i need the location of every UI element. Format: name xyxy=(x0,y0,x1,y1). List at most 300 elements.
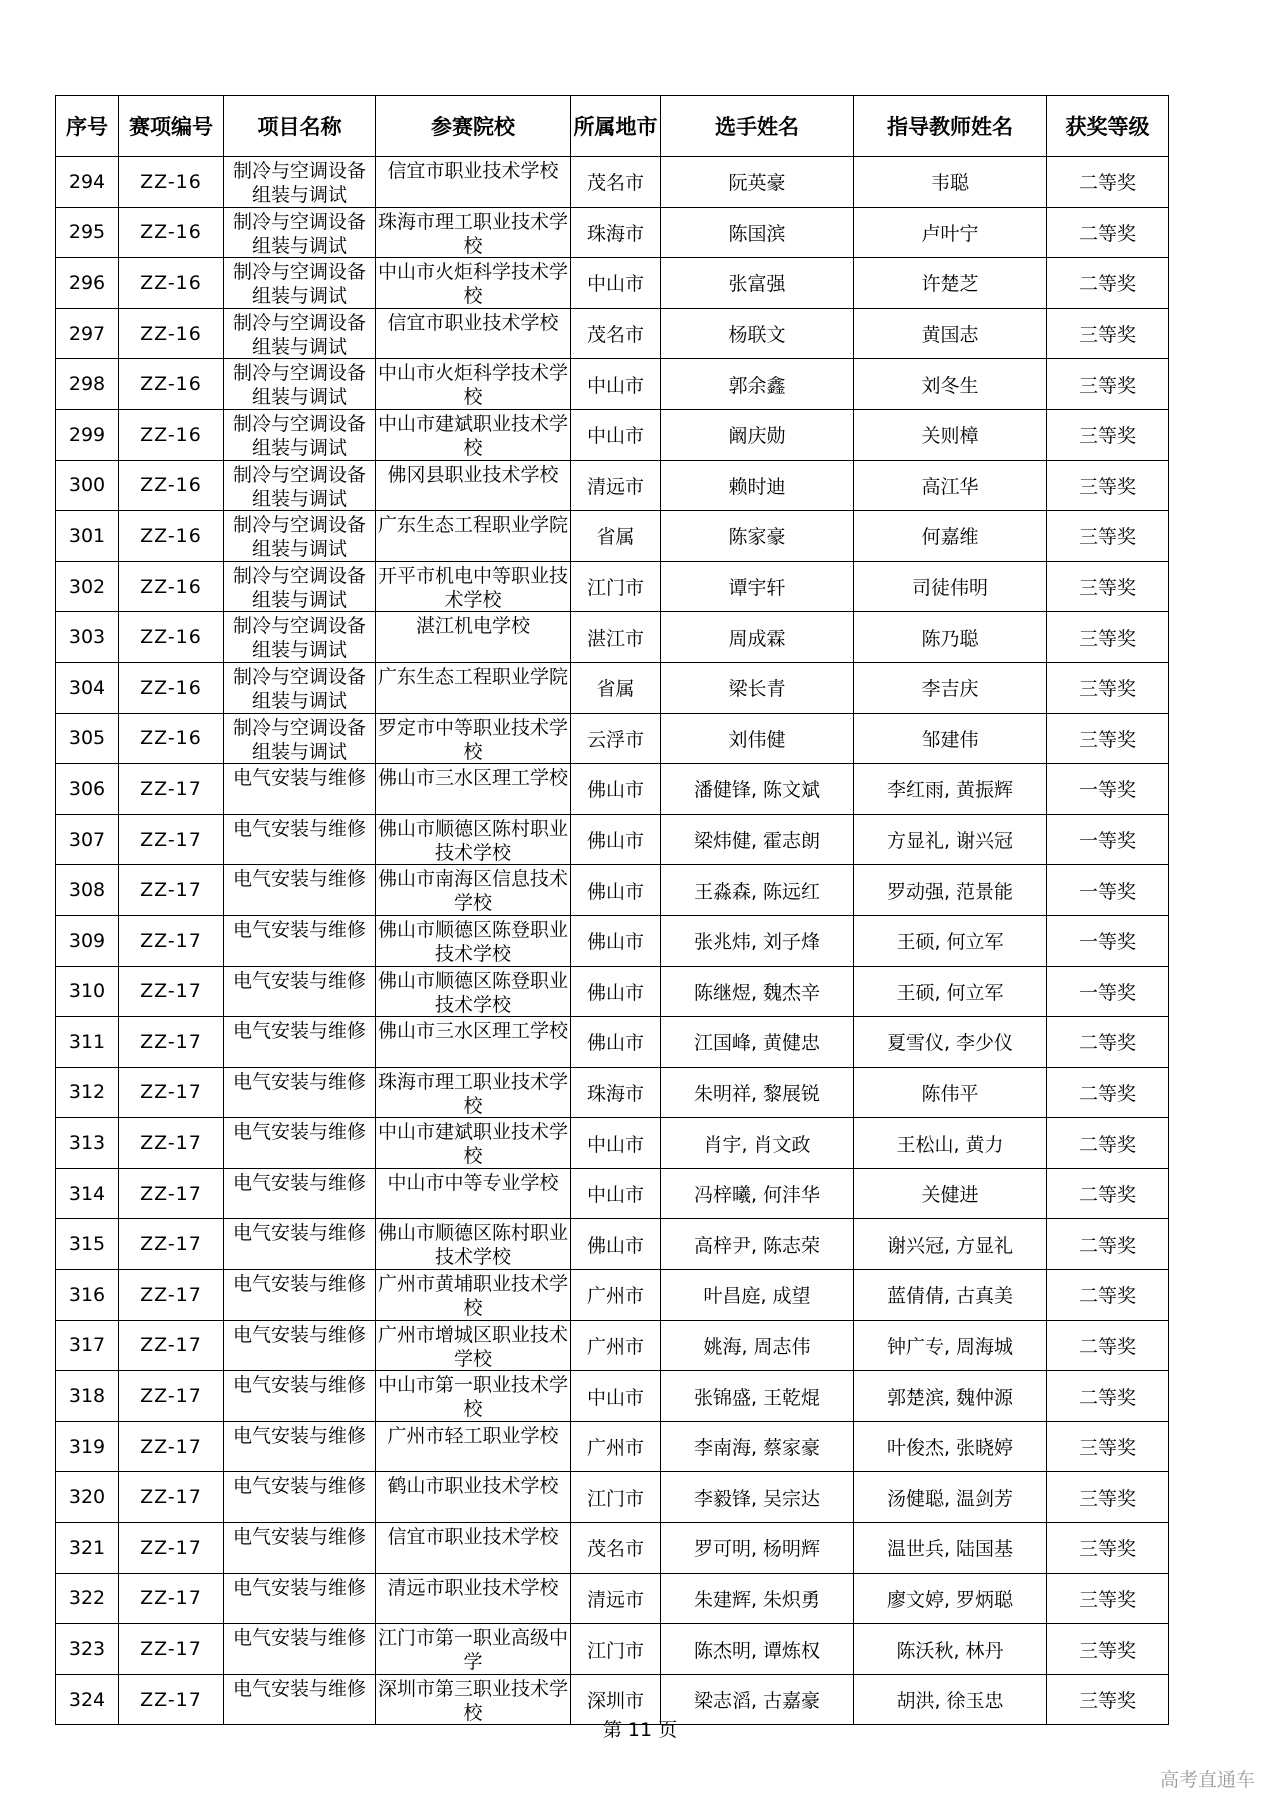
project-name-cell-text: 制冷与空调设备组装与调试 xyxy=(232,665,366,710)
event-code-cell: ZZ-17 xyxy=(119,764,224,815)
header-cell: 赛项编号 xyxy=(119,96,224,157)
serial-cell: 320 xyxy=(56,1472,119,1523)
table-row xyxy=(56,764,1169,815)
teacher-cell: 夏雪仪, 李少仪 xyxy=(854,1017,1047,1068)
serial-cell: 303 xyxy=(56,612,119,663)
teacher-cell: 蓝倩倩, 古真美 xyxy=(854,1270,1047,1321)
project-name-cell xyxy=(224,764,376,815)
award-cell: 一等奖 xyxy=(1047,966,1169,1017)
table-row xyxy=(56,713,1169,764)
event-code-cell: ZZ-16 xyxy=(119,258,224,309)
school-cell xyxy=(376,1573,571,1624)
city-cell: 江门市 xyxy=(571,561,661,612)
school-cell xyxy=(376,1067,571,1118)
project-name-cell-text: 电气安装与维修 xyxy=(232,1020,366,1043)
project-name-cell xyxy=(224,1118,376,1169)
school-cell-text: 深圳市第三职业技术学校 xyxy=(377,1677,568,1722)
event-code-cell: ZZ-17 xyxy=(119,1118,224,1169)
table-row xyxy=(56,1067,1169,1118)
contestant-cell: 冯梓曦, 何沣华 xyxy=(661,1168,854,1219)
contestant-cell: 张富强 xyxy=(661,258,854,309)
contestant-cell: 王淼森, 陈远红 xyxy=(661,865,854,916)
award-cell: 三等奖 xyxy=(1047,713,1169,764)
teacher-cell: 王硕, 何立军 xyxy=(854,915,1047,966)
project-name-cell-text: 制冷与空调设备组装与调试 xyxy=(232,210,366,255)
teacher-cell: 方显礼, 谢兴冠 xyxy=(854,814,1047,865)
teacher-cell: 罗动强, 范景能 xyxy=(854,865,1047,916)
serial-cell: 313 xyxy=(56,1118,119,1169)
school-cell-text: 佛山市顺德区陈村职业技术学校 xyxy=(377,1222,568,1267)
award-cell: 二等奖 xyxy=(1047,207,1169,258)
award-cell: 一等奖 xyxy=(1047,814,1169,865)
project-name-cell xyxy=(224,1573,376,1624)
event-code-cell: ZZ-16 xyxy=(119,308,224,359)
project-name-cell xyxy=(224,207,376,258)
header-cell: 获奖等级 xyxy=(1047,96,1169,157)
project-name-cell xyxy=(224,511,376,562)
header-cell: 指导教师姓名 xyxy=(854,96,1047,157)
school-cell-text: 珠海市理工职业技术学校 xyxy=(377,1070,568,1115)
project-name-cell xyxy=(224,258,376,309)
event-code-cell: ZZ-16 xyxy=(119,409,224,460)
table-row xyxy=(56,1219,1169,1270)
event-code-cell: ZZ-17 xyxy=(119,1017,224,1068)
school-cell-text: 佛冈县职业技术学校 xyxy=(387,463,559,486)
contestant-cell: 陈杰明, 谭炼权 xyxy=(661,1624,854,1675)
project-name-cell xyxy=(224,1320,376,1371)
contestant-cell: 朱建辉, 朱炽勇 xyxy=(661,1573,854,1624)
school-cell-text: 开平市机电中等职业技术学校 xyxy=(377,564,568,609)
award-cell: 三等奖 xyxy=(1047,1674,1169,1725)
city-cell: 云浮市 xyxy=(571,713,661,764)
table-row xyxy=(56,1270,1169,1321)
project-name-cell-text: 电气安装与维修 xyxy=(232,1121,366,1144)
school-cell xyxy=(376,1017,571,1068)
serial-cell: 310 xyxy=(56,966,119,1017)
contestant-cell: 张锦盛, 王乾焜 xyxy=(661,1371,854,1422)
serial-cell: 304 xyxy=(56,662,119,713)
city-cell: 清远市 xyxy=(571,1573,661,1624)
award-cell: 三等奖 xyxy=(1047,1573,1169,1624)
award-cell: 一等奖 xyxy=(1047,764,1169,815)
event-code-cell: ZZ-17 xyxy=(119,1270,224,1321)
serial-cell: 298 xyxy=(56,359,119,410)
school-cell xyxy=(376,1421,571,1472)
teacher-cell: 郭楚滨, 魏仲源 xyxy=(854,1371,1047,1422)
city-cell: 茂名市 xyxy=(571,157,661,208)
header-row xyxy=(56,96,1169,157)
serial-cell: 308 xyxy=(56,865,119,916)
teacher-cell: 关则樟 xyxy=(854,409,1047,460)
project-name-cell-text: 电气安装与维修 xyxy=(232,1475,366,1498)
school-cell-text: 广东生态工程职业学院 xyxy=(377,665,568,688)
teacher-cell: 关健进 xyxy=(854,1168,1047,1219)
project-name-cell xyxy=(224,157,376,208)
school-cell xyxy=(376,561,571,612)
serial-cell: 309 xyxy=(56,915,119,966)
contestant-cell: 杨联文 xyxy=(661,308,854,359)
event-code-cell: ZZ-17 xyxy=(119,1320,224,1371)
teacher-cell: 廖文婷, 罗炳聪 xyxy=(854,1573,1047,1624)
project-name-cell-text: 电气安装与维修 xyxy=(232,1677,366,1700)
event-code-cell: ZZ-16 xyxy=(119,157,224,208)
event-code-cell: ZZ-16 xyxy=(119,612,224,663)
contestant-cell: 姚海, 周志伟 xyxy=(661,1320,854,1371)
event-code-cell: ZZ-17 xyxy=(119,1674,224,1725)
contestant-cell: 周成霖 xyxy=(661,612,854,663)
award-cell: 二等奖 xyxy=(1047,1168,1169,1219)
school-cell xyxy=(376,713,571,764)
table-row xyxy=(56,207,1169,258)
school-cell xyxy=(376,460,571,511)
city-cell: 省属 xyxy=(571,662,661,713)
award-cell: 一等奖 xyxy=(1047,915,1169,966)
project-name-cell xyxy=(224,1523,376,1574)
school-cell-text: 江门市第一职业高级中学 xyxy=(377,1627,568,1672)
award-cell: 二等奖 xyxy=(1047,1067,1169,1118)
table-row xyxy=(56,460,1169,511)
project-name-cell xyxy=(224,308,376,359)
project-name-cell-text: 电气安装与维修 xyxy=(232,817,366,840)
teacher-cell: 谢兴冠, 方显礼 xyxy=(854,1219,1047,1270)
school-cell-text: 信宜市职业技术学校 xyxy=(387,160,559,182)
school-cell-text: 佛山市顺德区陈登职业技术学校 xyxy=(377,969,568,1014)
school-cell-text: 中山市中等专业学校 xyxy=(387,1171,559,1194)
contestant-cell: 刘伟健 xyxy=(661,713,854,764)
award-cell: 二等奖 xyxy=(1047,1371,1169,1422)
event-code-cell: ZZ-16 xyxy=(119,460,224,511)
serial-cell: 299 xyxy=(56,409,119,460)
school-cell xyxy=(376,764,571,815)
contestant-cell: 朱明祥, 黎展锐 xyxy=(661,1067,854,1118)
table-row xyxy=(56,1573,1169,1624)
school-cell-text: 中山市火炬科学技术学校 xyxy=(377,261,568,306)
serial-cell: 321 xyxy=(56,1523,119,1574)
teacher-cell: 卢叶宁 xyxy=(854,207,1047,258)
school-cell xyxy=(376,1371,571,1422)
serial-cell: 324 xyxy=(56,1674,119,1725)
project-name-cell-text: 制冷与空调设备组装与调试 xyxy=(232,514,366,559)
serial-cell: 302 xyxy=(56,561,119,612)
teacher-cell: 高江华 xyxy=(854,460,1047,511)
city-cell: 广州市 xyxy=(571,1421,661,1472)
school-cell xyxy=(376,359,571,410)
table-row xyxy=(56,409,1169,460)
contestant-cell: 罗可明, 杨明辉 xyxy=(661,1523,854,1574)
table-row xyxy=(56,814,1169,865)
city-cell: 湛江市 xyxy=(571,612,661,663)
project-name-cell xyxy=(224,1219,376,1270)
city-cell: 中山市 xyxy=(571,1168,661,1219)
contestant-cell: 陈家豪 xyxy=(661,511,854,562)
project-name-cell xyxy=(224,814,376,865)
city-cell: 中山市 xyxy=(571,409,661,460)
school-cell xyxy=(376,1472,571,1523)
school-cell-text: 中山市第一职业技术学校 xyxy=(377,1374,568,1419)
event-code-cell: ZZ-17 xyxy=(119,1573,224,1624)
serial-cell: 296 xyxy=(56,258,119,309)
project-name-cell-text: 电气安装与维修 xyxy=(232,1222,366,1245)
event-code-cell: ZZ-17 xyxy=(119,1168,224,1219)
school-cell-text: 广东生态工程职业学院 xyxy=(377,514,568,537)
city-cell: 佛山市 xyxy=(571,1017,661,1068)
header-cell: 选手姓名 xyxy=(661,96,854,157)
award-cell: 三等奖 xyxy=(1047,1472,1169,1523)
school-cell xyxy=(376,157,571,208)
award-cell: 三等奖 xyxy=(1047,1523,1169,1574)
city-cell: 广州市 xyxy=(571,1320,661,1371)
table-row xyxy=(56,865,1169,916)
teacher-cell: 邹建伟 xyxy=(854,713,1047,764)
project-name-cell-text: 电气安装与维修 xyxy=(232,1374,366,1397)
project-name-cell-text: 制冷与空调设备组装与调试 xyxy=(232,362,366,407)
school-cell xyxy=(376,865,571,916)
project-name-cell-text: 制冷与空调设备组装与调试 xyxy=(232,412,366,457)
project-name-cell xyxy=(224,1067,376,1118)
teacher-cell: 陈伟平 xyxy=(854,1067,1047,1118)
school-cell-text: 广州市轻工职业学校 xyxy=(387,1424,559,1447)
school-cell xyxy=(376,1168,571,1219)
award-cell: 三等奖 xyxy=(1047,359,1169,410)
serial-cell: 301 xyxy=(56,511,119,562)
city-cell: 佛山市 xyxy=(571,966,661,1017)
serial-cell: 294 xyxy=(56,157,119,208)
project-name-cell-text: 电气安装与维修 xyxy=(232,1323,366,1346)
school-cell-text: 佛山市顺德区陈登职业技术学校 xyxy=(377,918,568,963)
award-cell: 二等奖 xyxy=(1047,1219,1169,1270)
table-row xyxy=(56,1624,1169,1675)
award-cell: 二等奖 xyxy=(1047,1017,1169,1068)
school-cell-text: 清远市职业技术学校 xyxy=(387,1576,559,1599)
contestant-cell: 赖时迪 xyxy=(661,460,854,511)
school-cell-text: 信宜市职业技术学校 xyxy=(387,1526,559,1549)
project-name-cell xyxy=(224,359,376,410)
serial-cell: 319 xyxy=(56,1421,119,1472)
serial-cell: 318 xyxy=(56,1371,119,1422)
table-row xyxy=(56,1523,1169,1574)
award-cell: 三等奖 xyxy=(1047,460,1169,511)
table-row xyxy=(56,1472,1169,1523)
project-name-cell-text: 制冷与空调设备组装与调试 xyxy=(232,716,366,761)
school-cell-text: 珠海市理工职业技术学校 xyxy=(377,210,568,255)
table-row xyxy=(56,966,1169,1017)
school-cell xyxy=(376,1523,571,1574)
city-cell: 茂名市 xyxy=(571,308,661,359)
city-cell: 佛山市 xyxy=(571,865,661,916)
city-cell: 佛山市 xyxy=(571,915,661,966)
teacher-cell: 李吉庆 xyxy=(854,662,1047,713)
city-cell: 清远市 xyxy=(571,460,661,511)
teacher-cell: 何嘉维 xyxy=(854,511,1047,562)
teacher-cell: 陈乃聪 xyxy=(854,612,1047,663)
project-name-cell xyxy=(224,1017,376,1068)
table-row xyxy=(56,1421,1169,1472)
city-cell: 茂名市 xyxy=(571,1523,661,1574)
event-code-cell: ZZ-17 xyxy=(119,1371,224,1422)
school-cell xyxy=(376,207,571,258)
school-cell xyxy=(376,1219,571,1270)
school-cell-text: 佛山市三水区理工学校 xyxy=(377,1020,568,1043)
contestant-cell: 肖宇, 肖文政 xyxy=(661,1118,854,1169)
school-cell xyxy=(376,662,571,713)
table-row xyxy=(56,1168,1169,1219)
award-cell: 一等奖 xyxy=(1047,865,1169,916)
serial-cell: 295 xyxy=(56,207,119,258)
city-cell: 江门市 xyxy=(571,1472,661,1523)
award-cell: 二等奖 xyxy=(1047,1118,1169,1169)
school-cell xyxy=(376,258,571,309)
award-cell: 二等奖 xyxy=(1047,1320,1169,1371)
serial-cell: 300 xyxy=(56,460,119,511)
contestant-cell: 梁长青 xyxy=(661,662,854,713)
contestant-cell: 陈继煜, 魏杰辛 xyxy=(661,966,854,1017)
page-number: 第 11 页 xyxy=(602,1719,678,1741)
school-cell xyxy=(376,308,571,359)
header-cell: 所属地市 xyxy=(571,96,661,157)
city-cell: 中山市 xyxy=(571,1118,661,1169)
table-row xyxy=(56,1017,1169,1068)
school-cell-text: 湛江机电学校 xyxy=(415,615,530,638)
project-name-cell xyxy=(224,612,376,663)
serial-cell: 306 xyxy=(56,764,119,815)
city-cell: 佛山市 xyxy=(571,1219,661,1270)
teacher-cell: 王硕, 何立军 xyxy=(854,966,1047,1017)
project-name-cell-text: 电气安装与维修 xyxy=(232,1627,366,1650)
project-name-cell xyxy=(224,1371,376,1422)
school-cell xyxy=(376,1320,571,1371)
project-name-cell-text: 电气安装与维修 xyxy=(232,969,366,992)
contestant-cell: 郭余鑫 xyxy=(661,359,854,410)
event-code-cell: ZZ-17 xyxy=(119,966,224,1017)
event-code-cell: ZZ-16 xyxy=(119,662,224,713)
project-name-cell xyxy=(224,966,376,1017)
project-name-cell-text: 制冷与空调设备组装与调试 xyxy=(232,615,366,660)
table-row xyxy=(56,612,1169,663)
award-cell: 二等奖 xyxy=(1047,258,1169,309)
award-cell: 三等奖 xyxy=(1047,511,1169,562)
project-name-cell-text: 制冷与空调设备组装与调试 xyxy=(232,564,366,609)
school-cell xyxy=(376,966,571,1017)
serial-cell: 312 xyxy=(56,1067,119,1118)
project-name-cell-text: 电气安装与维修 xyxy=(232,868,366,891)
school-cell-text: 信宜市职业技术学校 xyxy=(387,311,559,334)
contestant-cell: 梁炜健, 霍志朗 xyxy=(661,814,854,865)
contestant-cell: 叶昌庭, 成望 xyxy=(661,1270,854,1321)
serial-cell: 316 xyxy=(56,1270,119,1321)
project-name-cell-text: 制冷与空调设备组装与调试 xyxy=(232,261,366,306)
header-cell: 序号 xyxy=(56,96,119,157)
watermark: 高考直通车 xyxy=(1159,1769,1255,1791)
school-cell-text: 中山市火炬科学技术学校 xyxy=(377,362,568,407)
project-name-cell xyxy=(224,1624,376,1675)
table-row xyxy=(56,359,1169,410)
table-row xyxy=(56,157,1169,208)
city-cell: 省属 xyxy=(571,511,661,562)
table-row xyxy=(56,662,1169,713)
event-code-cell: ZZ-16 xyxy=(119,561,224,612)
serial-cell: 305 xyxy=(56,713,119,764)
school-cell xyxy=(376,1270,571,1321)
serial-cell: 311 xyxy=(56,1017,119,1068)
event-code-cell: ZZ-16 xyxy=(119,713,224,764)
project-name-cell xyxy=(224,409,376,460)
table-row xyxy=(56,511,1169,562)
event-code-cell: ZZ-17 xyxy=(119,865,224,916)
city-cell: 深圳市 xyxy=(571,1674,661,1725)
table-row xyxy=(56,915,1169,966)
school-cell-text: 广州市黄埔职业技术学校 xyxy=(377,1273,568,1318)
teacher-cell: 刘冬生 xyxy=(854,359,1047,410)
city-cell: 佛山市 xyxy=(571,764,661,815)
serial-cell: 322 xyxy=(56,1573,119,1624)
event-code-cell: ZZ-17 xyxy=(119,1624,224,1675)
contestant-cell: 谭宇轩 xyxy=(661,561,854,612)
event-code-cell: ZZ-17 xyxy=(119,1421,224,1472)
project-name-cell xyxy=(224,1421,376,1472)
city-cell: 广州市 xyxy=(571,1270,661,1321)
event-code-cell: ZZ-16 xyxy=(119,511,224,562)
teacher-cell: 王松山, 黄力 xyxy=(854,1118,1047,1169)
project-name-cell-text: 制冷与空调设备组装与调试 xyxy=(232,160,366,204)
table-body xyxy=(56,157,1169,1725)
project-name-cell-text: 制冷与空调设备组装与调试 xyxy=(232,463,366,508)
city-cell: 中山市 xyxy=(571,359,661,410)
event-code-cell: ZZ-17 xyxy=(119,1067,224,1118)
project-name-cell-text: 电气安装与维修 xyxy=(232,1171,366,1194)
school-cell xyxy=(376,409,571,460)
award-table xyxy=(55,95,1169,1725)
table-row xyxy=(56,1320,1169,1371)
teacher-cell: 许楚芝 xyxy=(854,258,1047,309)
teacher-cell: 李红雨, 黄振辉 xyxy=(854,764,1047,815)
teacher-cell: 叶俊杰, 张晓婷 xyxy=(854,1421,1047,1472)
school-cell xyxy=(376,511,571,562)
teacher-cell: 司徒伟明 xyxy=(854,561,1047,612)
city-cell: 佛山市 xyxy=(571,814,661,865)
project-name-cell xyxy=(224,1472,376,1523)
project-name-cell-text: 电气安装与维修 xyxy=(232,1576,366,1599)
project-name-cell xyxy=(224,915,376,966)
table-row xyxy=(56,1371,1169,1422)
serial-cell: 317 xyxy=(56,1320,119,1371)
project-name-cell-text: 电气安装与维修 xyxy=(232,1273,366,1296)
header-cell: 参赛院校 xyxy=(376,96,571,157)
project-name-cell-text: 电气安装与维修 xyxy=(232,1070,366,1093)
teacher-cell: 陈沃秋, 林丹 xyxy=(854,1624,1047,1675)
school-cell xyxy=(376,915,571,966)
serial-cell: 315 xyxy=(56,1219,119,1270)
event-code-cell: ZZ-17 xyxy=(119,915,224,966)
contestant-cell: 潘健锋, 陈文斌 xyxy=(661,764,854,815)
teacher-cell: 汤健聪, 温剑芳 xyxy=(854,1472,1047,1523)
project-name-cell xyxy=(224,561,376,612)
contestant-cell: 张兆炜, 刘子烽 xyxy=(661,915,854,966)
serial-cell: 323 xyxy=(56,1624,119,1675)
event-code-cell: ZZ-16 xyxy=(119,359,224,410)
project-name-cell xyxy=(224,1168,376,1219)
table-row xyxy=(56,1118,1169,1169)
table-row xyxy=(56,308,1169,359)
city-cell: 中山市 xyxy=(571,1371,661,1422)
serial-cell: 307 xyxy=(56,814,119,865)
contestant-cell: 梁志滔, 古嘉豪 xyxy=(661,1674,854,1725)
project-name-cell-text: 制冷与空调设备组装与调试 xyxy=(232,311,366,356)
school-cell-text: 广州市增城区职业技术学校 xyxy=(377,1323,568,1368)
serial-cell: 297 xyxy=(56,308,119,359)
school-cell-text: 佛山市顺德区陈村职业技术学校 xyxy=(377,817,568,862)
header-cell: 项目名称 xyxy=(224,96,376,157)
school-cell xyxy=(376,612,571,663)
